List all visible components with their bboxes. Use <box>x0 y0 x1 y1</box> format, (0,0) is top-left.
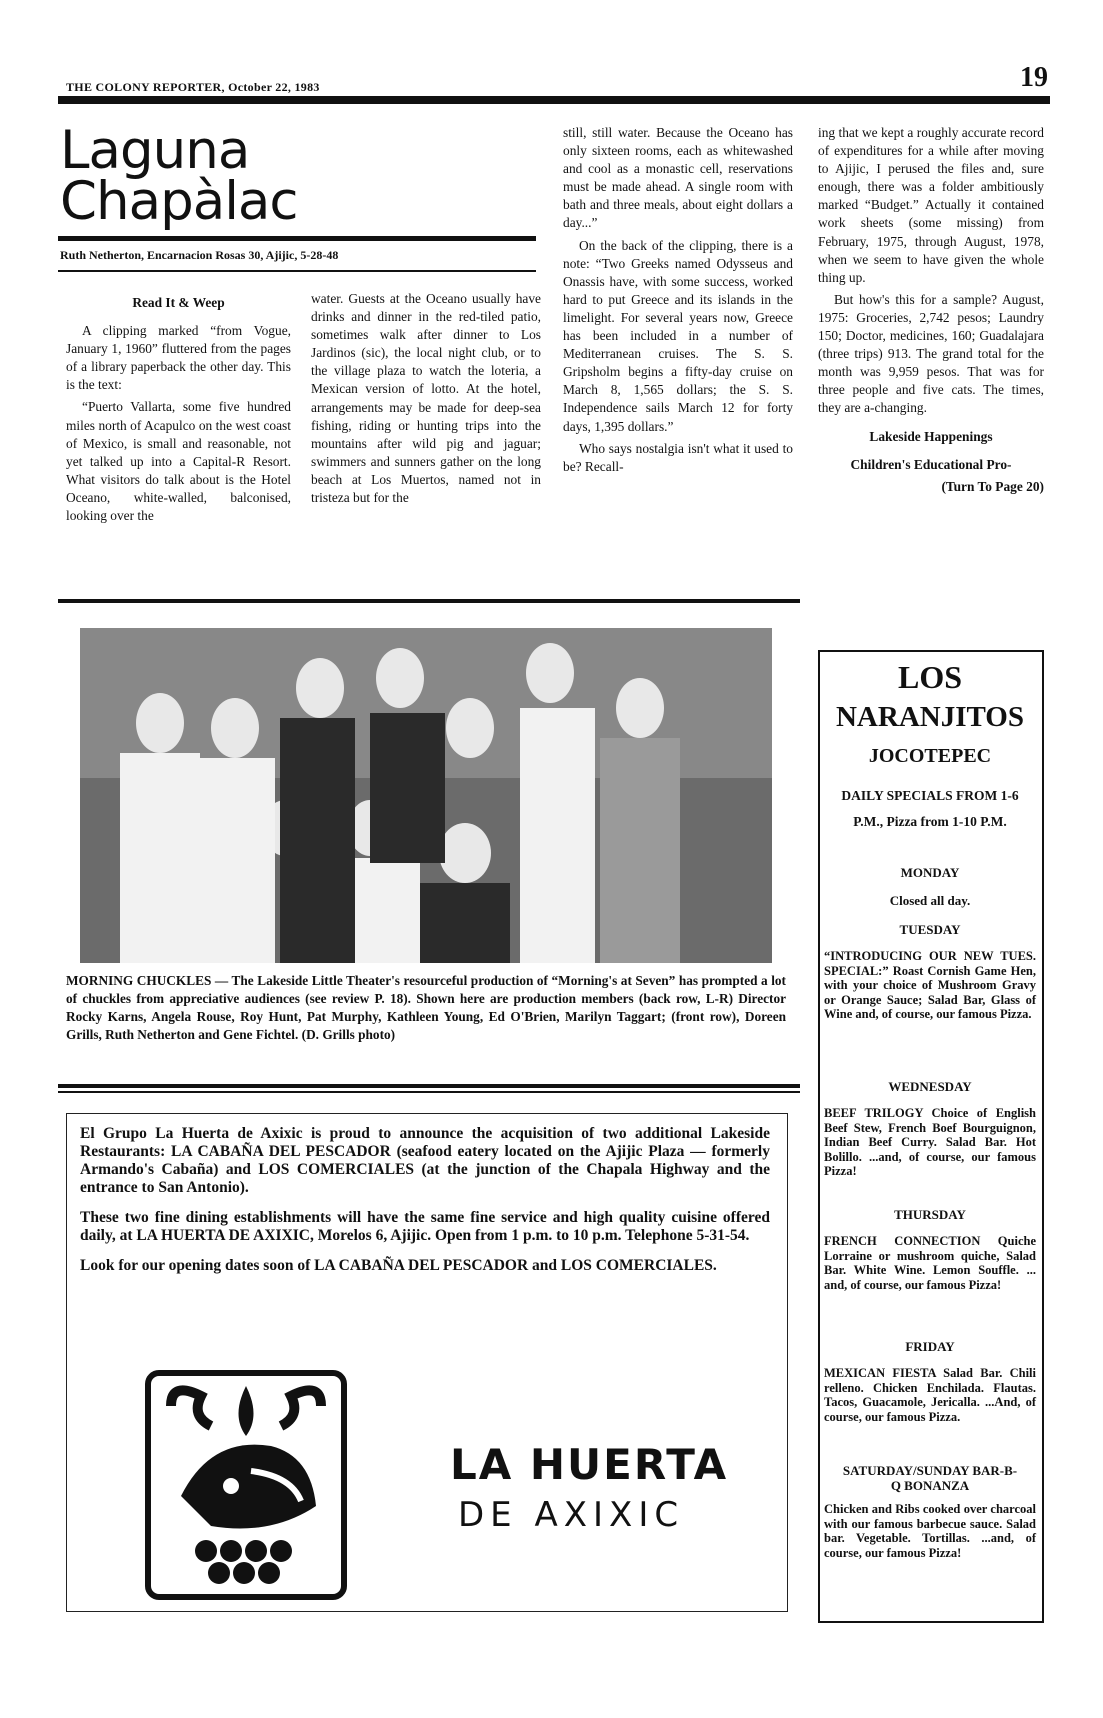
byline-rule <box>58 270 536 272</box>
bird-fruit-logo-icon <box>151 1376 341 1594</box>
restaurant-name-line-1: LOS <box>897 659 963 695</box>
page-number: 19 <box>1020 62 1048 93</box>
logo-wordmark-line-2: DE AXIXIC <box>458 1495 685 1535</box>
announcement-ad-text <box>80 1125 770 1287</box>
day-text: FRENCH CONNECTION Quiche Lorraine or mushroom quiche, Salad Bar. White Wine. Lemon Souffle. ... and, of course, our famous Pizza! <box>824 1234 1036 1292</box>
logo-wordmark-line-1: LA HUERTA <box>450 1440 729 1489</box>
column-masthead <box>60 120 298 232</box>
daily-specials: DAILY SPECIALS FROM 1-6 P.M., Pizza from 1-10 P.M. <box>841 788 1019 829</box>
paragraph: A clipping marked “from Vogue, January 1, 1960” fluttered from the pages of a library paperback the other day. This is the text: <box>66 323 291 393</box>
byline: Ruth Netherton, Encarnacion Rosas 30, Ajijic, 5-28-48 <box>60 248 339 262</box>
story-column-4 <box>818 124 1044 500</box>
restaurant-name-line-2: NARANJITOS <box>835 701 1024 733</box>
cast-photo <box>80 628 772 963</box>
subsection-heading: Lakeside Happenings <box>869 428 993 444</box>
day-heading: WEDNESDAY <box>888 1079 972 1094</box>
turn-to-page: (Turn To Page 20) <box>941 478 1044 494</box>
subsection-line: Children's Educational Pro- <box>850 456 1012 472</box>
cast-photo-image <box>80 628 772 963</box>
day-text: Closed all day. <box>889 893 971 908</box>
paragraph: Who says nostalgia isn't what it used to be? Recall- <box>563 440 793 474</box>
day-heading: MONDAY <box>900 865 960 880</box>
story-column-1 <box>66 290 291 529</box>
masthead-line-1: Laguna <box>60 120 250 181</box>
header-rule <box>58 96 1050 104</box>
day-heading: FRIDAY <box>905 1339 955 1354</box>
day-text: MEXICAN FIESTA Salad Bar. Chili relleno. Chicken Enchilada. Flautas. Tacos, Guacamole, Jericalla. ...And, of course, our famous Pizza. <box>824 1366 1036 1424</box>
la-huerta-logo <box>145 1370 347 1600</box>
story-column-3 <box>563 124 793 480</box>
day-text: “INTRODUCING OUR NEW TUES. SPECIAL:” Roast Cornish Game Hen, with your choice of Mushroom Gravy or Orange Sauce; Salad Bar, Glass of Wine and, of course, our famous Pizza. <box>824 949 1036 1021</box>
paragraph: “Puerto Vallarta, some five hundred miles north of Acapulco on the west coast of Mexico, is small and reasonable, not yet talked up into a Capital-R Resort. What visitors do talk about is the Hotel Oceano, white-walled, balconised, looking over the <box>66 399 291 524</box>
ad-paragraph: Look for our opening dates soon of LA CABAÑA DEL PESCADOR and LOS COMERCIALES. <box>80 1257 717 1274</box>
ad-paragraph: These two fine dining establishments will have the same fine service and high quality cuisine offered daily, at LA HUERTA DE AXIXIC, Morelos 6, Ajijic. Open from 1 p.m. to 10 p.m. Telephone 5-31-54. <box>80 1209 770 1244</box>
paragraph: But how's this for a sample? August, 1975: Groceries, 2,742 pesos; Laundry 150; Doctor, medicines, 160; Guadalajara (three trips) 913. The grand total for the month was 9,959 pesos. That was for three people and five cats. The times, they are a-changing. <box>818 291 1044 416</box>
paragraph: water. Guests at the Oceano usually have drinks and dinner in the red-tiled patio, sometimes walk after dinner to Los Jardinos (sic), the local night club, or to the village plaza to watch the loteria, a Mexican version of lotto. At the hotel, arrangements may be made for deep-sea fishing, riding or hunting trips into the mountains after wild pig and jaguar; swimmers and sunners gather on the long beach at Los Muertos, named not in tristeza but for the <box>311 291 541 506</box>
newspaper-header: THE COLONY REPORTER, October 22, 1983 <box>66 80 320 94</box>
story-rule <box>58 599 800 603</box>
ad-paragraph: El Grupo La Huerta de Axixic is proud to announce the acquisition of two additional Lakeside Restaurants: LA CABAÑA DEL PESCADOR (seafood eatery located on the Ajijic Plaza — formerly Armando's Cabaña) and LOS COMERCIALES (at the junction of the Chapala Highway and the entrance to San Antonio). <box>80 1125 770 1196</box>
photo-caption: MORNING CHUCKLES — The Lakeside Little Theater's resourceful production of “Morning's at Seven” has prompted a lot of chuckles from appreciative audiences (see review P. 18). Shown here are production members (back row, L-R) Director Rocky Karns, Angela Rouse, Roy Hunt, Pat Murphy, Kathleen Young, Ed O'Brien, Marilyn Taggart; (front row), Doreen Grills, Ruth Netherton and Gene Fichtel. (D. Grills photo) <box>66 973 786 1042</box>
day-text: Chicken and Ribs cooked over charcoal with our famous barbecue sauce. Salad bar. Vegetable. Tortillas. ...and, of course, our famous Pizza! <box>824 1502 1036 1560</box>
paragraph: On the back of the clipping, there is a note: “Two Greeks named Odysseus and Onassis have, with some success, worked hard to put Greece and its islands in the limelight. For several years now, Greece has been included in a number of Mediterranean cruises. The S. S. Gripsholm begins a fifty-day cruise on March 8, 1,565 dollars; the S. S. Independence sails March 12 for forty days, 1,395 dollars.” <box>563 237 793 434</box>
day-heading: THURSDAY <box>894 1207 966 1222</box>
section-rule <box>58 1084 800 1088</box>
paragraph: ing that we kept a roughly accurate record of expenditures for a while after moving to Ajijic, I perused the files and, sure enough, there was a folder ambitiously marked “Budget.” Actually it contained work sheets (some missing) from February, 1975, through August, 1978, when we seem to have given the whole thing up. <box>818 125 1044 285</box>
story-column-2 <box>311 290 541 511</box>
story-heading: Read It & Weep <box>132 295 225 310</box>
day-heading: TUESDAY <box>899 922 961 937</box>
section-rule-thin <box>58 1091 800 1093</box>
paragraph: still, still water. Because the Oceano has only sixteen rooms, each as whitewashed and cool as a monastic cell, reservations must be made ahead. A single room with bath and three meals, about eight dollars a day...” <box>563 125 793 231</box>
masthead-line-2: Chapàlac <box>60 171 298 232</box>
day-heading: SATURDAY/SUNDAY BAR-B-Q BONANZA <box>842 1463 1018 1493</box>
masthead-rule <box>58 236 536 241</box>
day-text: BEEF TRILOGY Choice of English Beef Stew, French Boef Bourguignon, Indian Beef Curry. Salad Bar. Hot Bolillo. ...and, of course, our famous Pizza! <box>824 1106 1036 1178</box>
restaurant-town: JOCOTEPEC <box>868 745 992 767</box>
